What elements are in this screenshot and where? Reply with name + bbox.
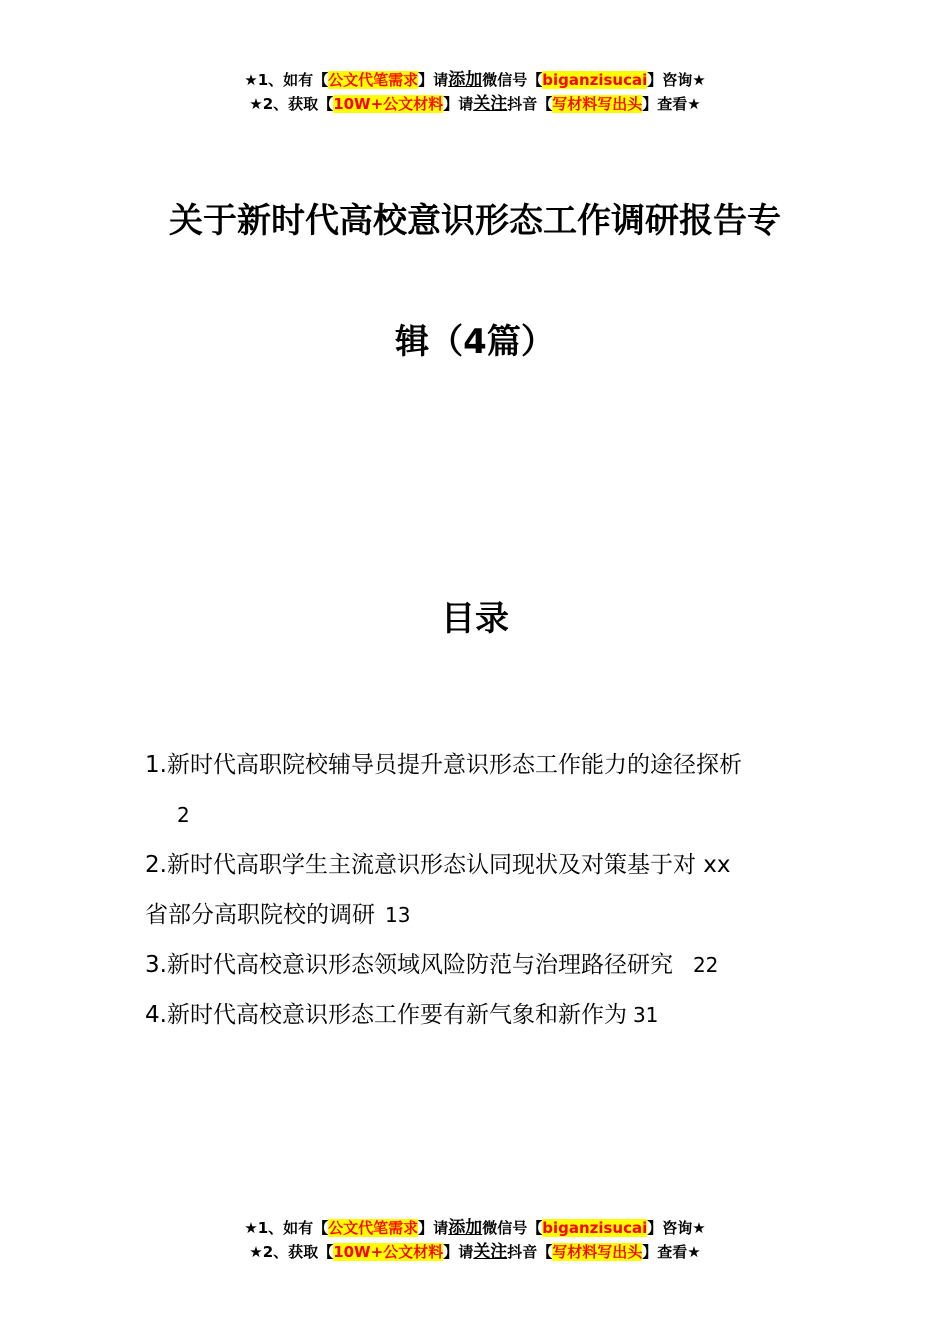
promo-text: 】请 (443, 95, 474, 113)
promo-text: ★1、如有【 (244, 71, 329, 89)
toc-entry-text: 省部分高职院校的调研 (145, 902, 375, 928)
promo-text: 微信号【 (482, 71, 543, 89)
toc-page-number: 13 (385, 903, 411, 927)
promo-douyin-id: 写材料写出头 (552, 1243, 643, 1261)
promo-wechat-id: biganzisucai (542, 71, 648, 89)
toc-entry-text: 3.新时代高校意识形态领域风险防范与治理路径研究 (145, 952, 673, 978)
footer-promo (0, 1216, 950, 1264)
toc-entry-text: 4.新时代高校意识形态工作要有新气象和新作为 (145, 1002, 627, 1028)
promo-highlight: 公文代笔需求 (328, 1219, 419, 1237)
promo-text: 微信号【 (482, 1219, 543, 1237)
promo-highlight: 10W+公文材料 (333, 1243, 444, 1261)
promo-text: 】查看★ (642, 1243, 701, 1261)
promo-text: ★1、如有【 (244, 1219, 329, 1237)
promo-text: 】查看★ (642, 95, 701, 113)
toc-entry-2[interactable] (145, 840, 815, 890)
promo-text: 】请 (418, 1219, 449, 1237)
promo-underlined: 关注 (473, 94, 508, 114)
promo-douyin-id: 写材料写出头 (552, 95, 643, 113)
document-title-line-1: 关于新时代高校意识形态工作调研报告专 (169, 201, 781, 241)
promo-text: 】请 (418, 71, 449, 89)
promo-text: ★2、获取【 (249, 1243, 334, 1261)
promo-text: 】咨询★ (647, 1219, 706, 1237)
promo-text: 】请 (443, 1243, 474, 1261)
promo-text: ★2、获取【 (249, 95, 334, 113)
promo-line-1 (0, 1216, 950, 1240)
toc-page-number: 31 (632, 1003, 659, 1027)
toc-entry-text: 1.新时代高职院校辅导员提升意识形态工作能力的途径探析 (145, 752, 742, 778)
toc-entry-3[interactable] (145, 940, 815, 990)
promo-highlight: 10W+公文材料 (333, 95, 444, 113)
promo-text: 抖音【 (507, 1243, 553, 1261)
promo-line-2 (0, 1240, 950, 1264)
toc-page-number: 22 (692, 953, 719, 977)
promo-wechat-id: biganzisucai (542, 1219, 648, 1237)
promo-underlined: 添加 (448, 1218, 483, 1238)
toc-entry-text: 2.新时代高职学生主流意识形态认同现状及对策基于对 xx (145, 852, 731, 878)
promo-underlined: 添加 (448, 70, 483, 90)
promo-text: 抖音【 (507, 95, 553, 113)
toc-page-number: 2 (177, 803, 190, 827)
document-title-line-2: 辑（4篇） (395, 322, 555, 362)
promo-highlight: 公文代笔需求 (328, 71, 419, 89)
toc-heading: 目录 (441, 599, 509, 639)
promo-line-2 (0, 92, 950, 116)
promo-text: 】咨询★ (647, 71, 706, 89)
promo-underlined: 关注 (473, 1242, 508, 1262)
toc-entry-1[interactable] (145, 740, 815, 790)
table-of-contents (145, 740, 815, 1040)
toc-entry-4[interactable] (145, 990, 815, 1040)
toc-entry-1-page-line[interactable] (145, 790, 815, 840)
header-promo (0, 68, 950, 116)
toc-entry-2-continued[interactable] (145, 890, 815, 940)
promo-line-1 (0, 68, 950, 92)
